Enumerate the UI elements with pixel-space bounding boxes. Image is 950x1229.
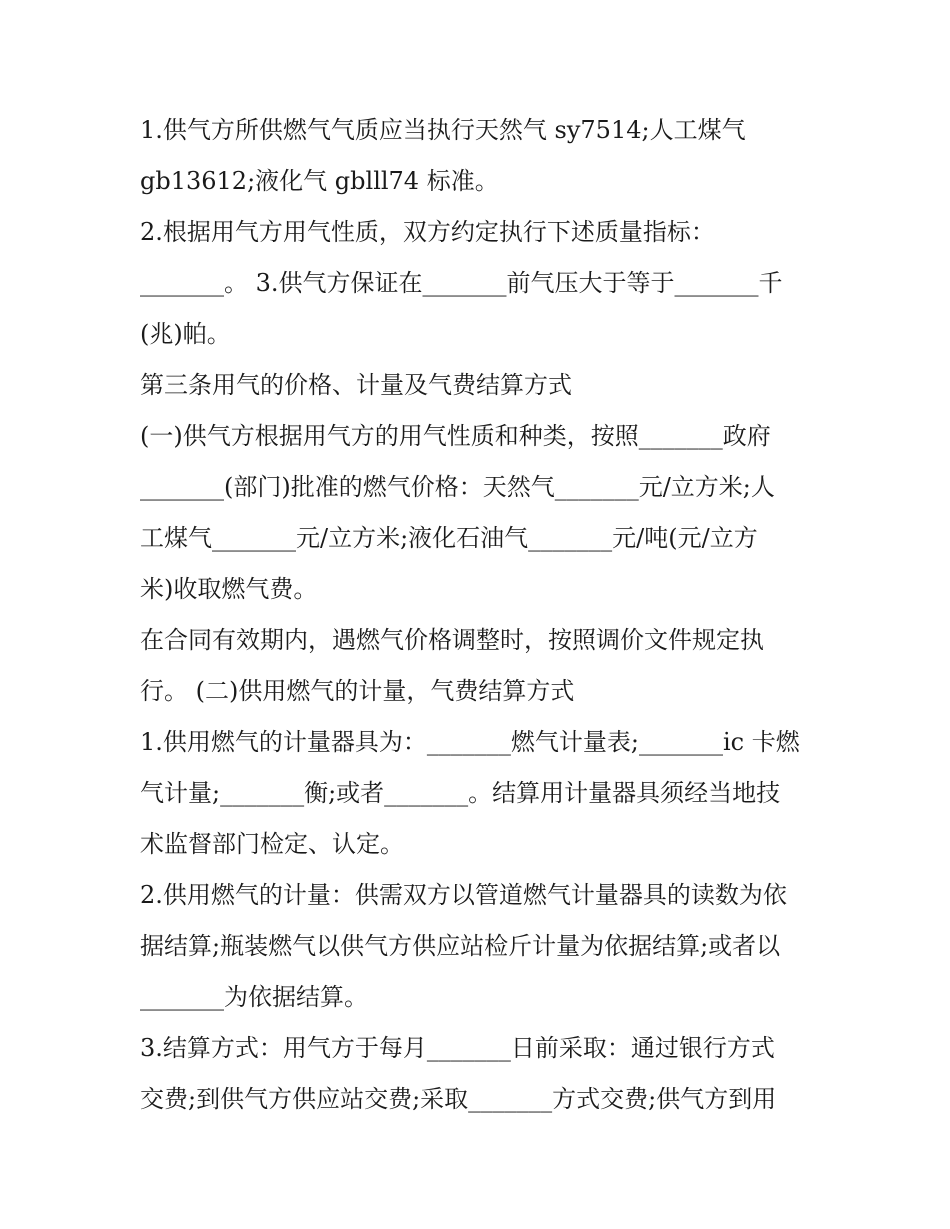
text-line: (兆)帕。: [140, 320, 231, 348]
text-line: (一)供气方根据用气方的用气性质和种类，按照_______政府: [140, 422, 771, 450]
text-line: 交费;到供气方供应站交费;采取_______方式交费;供气方到用: [140, 1085, 777, 1113]
text-line: _______为依据结算。: [140, 983, 368, 1011]
text-line: 1.供气方所供燃气气质应当执行天然气 sy7514;人工煤气: [140, 116, 746, 144]
text-line: 3.结算方式：用气方于每月_______日前采取：通过银行方式: [140, 1034, 775, 1062]
text-line: 气计量;_______衡;或者_______。结算用计量器具须经当地技: [140, 779, 781, 807]
text-line: 据结算;瓶装燃气以供气方供应站检斤计量为依据结算;或者以: [140, 932, 781, 960]
section-heading: 第三条用气的价格、计量及气费结算方式: [140, 371, 572, 399]
text-line: _______。 3.供气方保证在_______前气压大于等于_______千: [140, 269, 783, 297]
text-line: 行。 (二)供用燃气的计量，气费结算方式: [140, 677, 575, 705]
text-line: gb13612;液化气 gblll74 标准。: [140, 167, 499, 195]
text-line: 工煤气_______元/立方米;液化石油气_______元/吨(元/立方: [140, 524, 758, 552]
text-line: 在合同有效期内，遇燃气价格调整时，按照调价文件规定执: [140, 626, 764, 654]
document-page: [140, 105, 810, 1125]
text-line: 2.供用燃气的计量：供需双方以管道燃气计量器具的读数为依: [140, 881, 787, 909]
text-line: 术监督部门检定、认定。: [140, 830, 404, 858]
text-line: 2.根据用气方用气性质，双方约定执行下述质量指标：: [140, 218, 715, 246]
text-line: 米)收取燃气费。: [140, 575, 318, 603]
text-line: _______(部门)批准的燃气价格：天然气_______元/立方米;人: [140, 473, 775, 501]
text-line: 1.供用燃气的计量器具为：_______燃气计量表;_______ic 卡燃: [140, 728, 800, 756]
